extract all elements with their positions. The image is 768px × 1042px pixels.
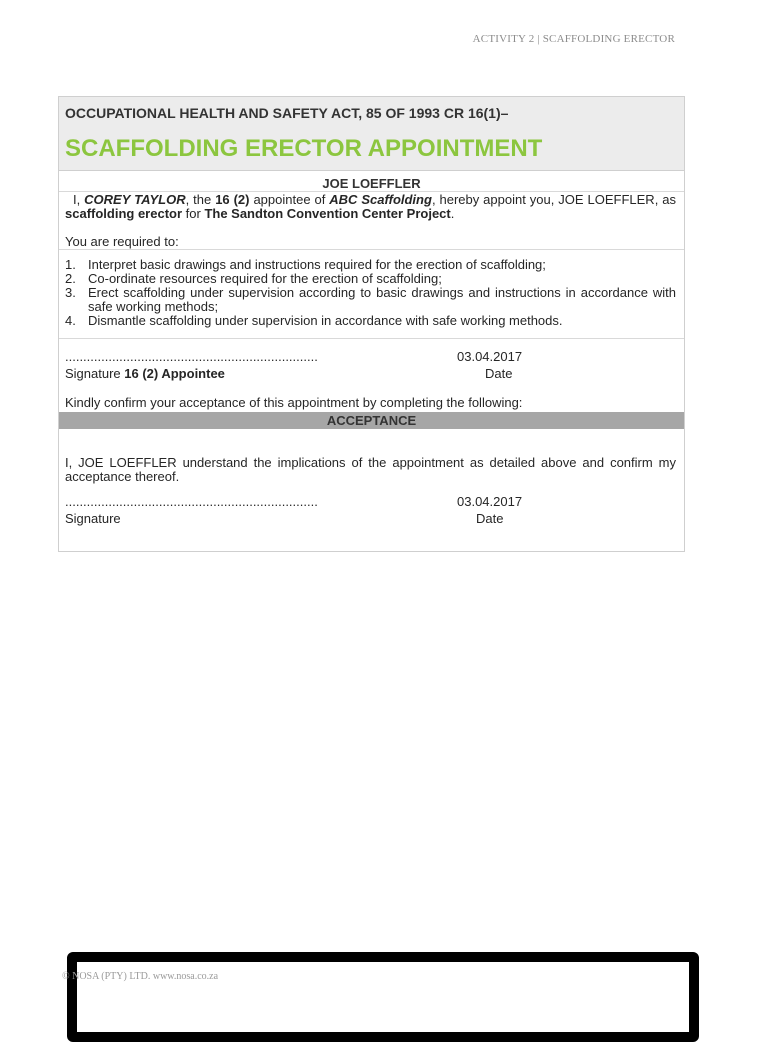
- appointment-title: SCAFFOLDING ERECTOR APPOINTMENT: [65, 135, 543, 162]
- list-number: 4.: [65, 313, 76, 328]
- appointment-form: [58, 96, 685, 552]
- company-name: ABC Scaffolding: [329, 192, 432, 207]
- intro-text: appointee of: [249, 192, 330, 207]
- appointer-name: COREY TAYLOR: [84, 192, 186, 207]
- confirm-text: Kindly confirm your acceptance of this appointment by completing the following:: [65, 395, 523, 410]
- date-label: Date: [485, 366, 513, 381]
- list-item: [65, 314, 676, 328]
- footer-frame: [67, 952, 699, 1042]
- acceptance-heading: ACCEPTANCE: [59, 412, 684, 429]
- date-label: Date: [476, 511, 504, 526]
- intro-text: , the: [185, 192, 216, 207]
- divider: [59, 338, 684, 339]
- list-item: [65, 258, 676, 272]
- intro-text: .: [450, 206, 455, 221]
- project-name: The Sandton Convention Center Project: [204, 206, 451, 221]
- signature-date: 03.04.2017: [457, 349, 523, 364]
- signature-label: Signature: [65, 511, 121, 526]
- list-number: 1.: [65, 257, 76, 272]
- required-label: You are required to:: [65, 234, 179, 249]
- intro-text: for: [182, 206, 205, 221]
- duty-text: Interpret basic drawings and instructions required for the erection of scaffolding;: [88, 257, 546, 272]
- duty-text: Dismantle scaffolding under supervision in accordance with safe working methods.: [88, 313, 563, 328]
- act-title: OCCUPATIONAL HEALTH AND SAFETY ACT, 85 OF 1993 CR 16(1)–: [65, 105, 509, 121]
- running-header: ACTIVITY 2 | SCAFFOLDING ERECTOR: [472, 33, 675, 45]
- footer-copyright: © NOSA (PTY) LTD. www.nosa.co.za: [62, 971, 219, 982]
- duty-text: Erect scaffolding under supervision according to basic drawings and instructions in accordance with safe working methods;: [88, 285, 676, 314]
- regulation-ref: 16 (2): [215, 192, 250, 207]
- duties-list: [65, 258, 676, 328]
- acceptance-text: I, JOE LOEFFLER understand the implications of the appointment as detailed above and confirm my acceptance thereof.: [65, 455, 676, 484]
- list-number: 2.: [65, 271, 76, 286]
- intro-text: I,: [73, 192, 85, 207]
- intro-text: , hereby appoint you, JOE LOEFFLER, as: [431, 192, 676, 207]
- signature-date: 03.04.2017: [457, 494, 523, 509]
- signature-label: [65, 367, 225, 381]
- title-box: [59, 97, 684, 171]
- list-number: 3.: [65, 285, 76, 300]
- duty-text: Co-ordinate resources required for the erection of scaffolding;: [88, 271, 442, 286]
- signature-line: ......................................................................: [65, 349, 318, 364]
- signature-role: 16 (2) Appointee: [124, 366, 225, 381]
- appointment-paragraph: [65, 193, 676, 221]
- signature-label-text: Signature: [65, 366, 125, 381]
- appointee-name-heading: JOE LOEFFLER: [322, 176, 421, 191]
- list-item: [65, 272, 676, 286]
- role-name: scaffolding erector: [65, 206, 183, 221]
- divider: [59, 249, 684, 250]
- list-item: [65, 286, 676, 314]
- signature-line: ......................................................................: [65, 494, 318, 509]
